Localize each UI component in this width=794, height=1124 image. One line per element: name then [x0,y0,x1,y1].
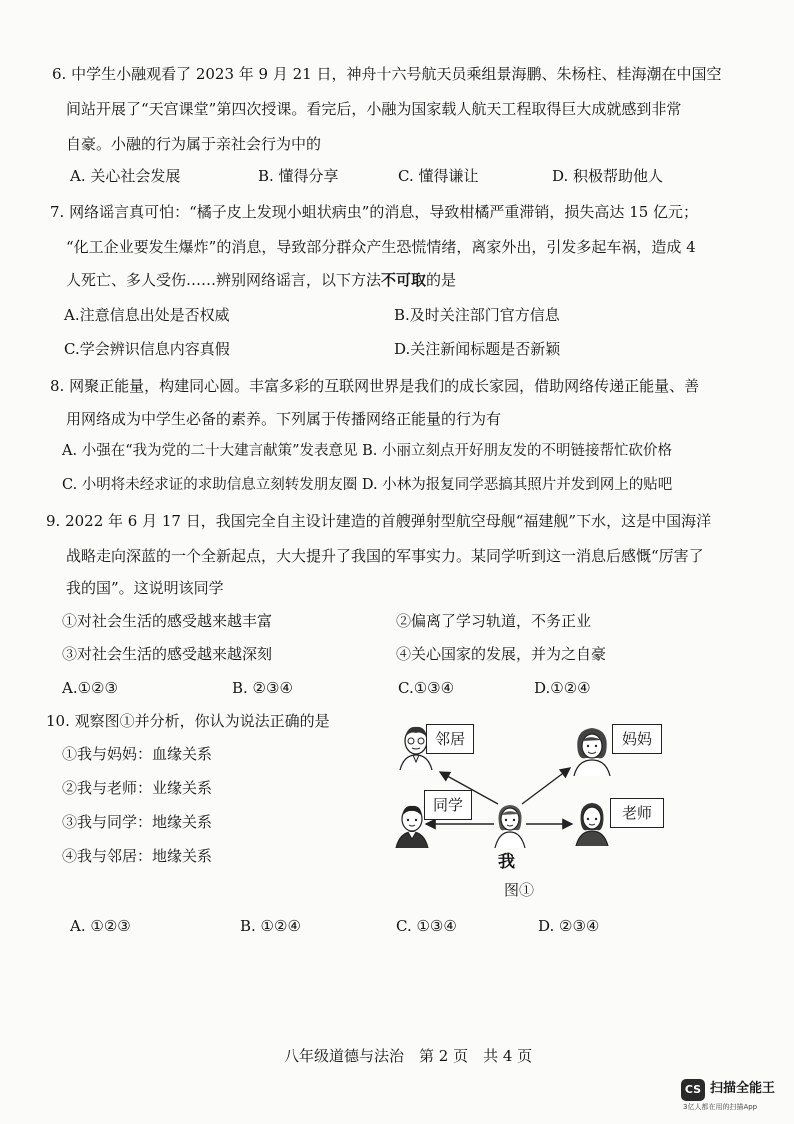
q6-line-3: 自豪。小融的行为属于亲社会行为中的 [66,135,322,153]
q9-option-b: B. ②③④ [232,679,293,697]
scanner-app-name: 扫描全能王 [710,1081,776,1096]
q6-option-b: B. 懂得分享 [258,167,339,185]
q7-option-d: D.关注新闻标题是否新颖 [394,340,561,358]
q7-line-2: “化工企业要发生爆炸”的消息，导致部分群众产生恐慌情绪，离家外出，引发多起车祸，造成 4 [66,238,696,256]
q6-line-2: 间站开展了“天宫课堂”第四次授课。看完后，小融为国家载人航天工程取得巨大成就感到非常 [66,100,682,118]
figure-caption: 图① [504,881,535,899]
mom-label: 妈妈 [612,724,662,754]
teacher-label: 老师 [610,798,664,828]
q8-line-2: 用网络成为中学生必备的素养。下列属于传播网络正能量的行为有 [66,410,502,428]
q9-statement-4: ④关心国家的发展，并为之自豪 [396,645,607,663]
q9-statement-1: ①对社会生活的感受越来越丰富 [62,612,273,630]
arrow-to-mom [522,768,570,804]
scanner-tagline: 3亿人都在用的扫描App [683,1103,758,1111]
q10-option-b: B. ①②④ [240,917,301,935]
q9-statement-3: ③对社会生活的感受越来越深刻 [62,645,273,663]
q7-option-a: A.注意信息出处是否权威 [64,306,230,324]
relationship-figure [390,712,686,906]
q10-stem: 10. 观察图①并分析，你认为说法正确的是 [46,712,330,730]
classmate-label: 同学 [424,790,472,820]
q7-line-1: 7. 网络谣言真可怕：“橘子皮上发现小蛆状病虫”的消息，导致柑橘严重滞销，损失高达 15 亿元； [50,203,699,221]
q9-option-d: D.①②④ [534,679,591,697]
q8-line-1: 8. 网聚正能量，构建同心圆。丰富多彩的互联网世界是我们的成长家园，借助网络传递正能量、善 [50,377,700,395]
teacher-person-icon [574,800,610,846]
mom-person-icon [568,724,616,776]
q10-option-d: D. ②③④ [538,917,600,935]
q10-statement-2: ②我与老师：业缘关系 [62,779,213,797]
q7-emphasis: 不可取 [381,271,427,289]
q8-options-ab: A. 小强在“我为党的二十大建言献策”发表意见 B. 小丽立刻点开好朋友发的不明链接帮忙砍价格 [62,443,672,459]
q9-line-1: 9. 2022 年 6 月 17 日，我国完全自主设计建造的首艘弹射型航空母舰“福建舰”下水，这是中国海洋 [46,512,712,530]
q7-option-c: C.学会辨识信息内容真假 [64,340,230,358]
q7-option-b: B.及时关注部门官方信息 [394,306,560,324]
neighbor-label: 邻居 [426,724,474,754]
q9-option-a: A.①②③ [62,679,118,697]
q7-line-3-text: 人死亡、多人受伤……辨别网络谣言，以下方法 [66,271,382,289]
q10-statement-4: ④我与邻居：地缘关系 [62,847,213,865]
q10-statement-1: ①我与妈妈：血缘关系 [62,745,213,763]
q7-line-3 [66,270,456,290]
q9-line-3: 我的国”。这说明该同学 [66,579,224,597]
me-person-icon [491,802,529,848]
scanner-logo-icon: CS [681,1079,705,1101]
q6-option-a: A. 关心社会发展 [70,167,181,185]
q9-statement-2: ②偏离了学习轨道，不务正业 [396,612,592,630]
q10-option-c: C. ①③④ [396,917,457,935]
q6-option-c: C. 懂得谦让 [398,167,479,185]
q7-line-3-tail: 的是 [426,271,457,289]
q10-option-a: A. ①②③ [70,917,131,935]
q9-line-2: 战略走向深蓝的一个全新起点，大大提升了我国的军事实力。某同学听到这一消息后感慨“厉害了 [66,547,704,565]
page-footer: 八年级道德与法治 第 2 页 共 4 页 [284,1047,533,1065]
q6-option-d: D. 积极帮助他人 [552,167,664,185]
q6-line-1: 6. 中学生小融观看了 2023 年 9 月 21 日，神舟十六号航天员乘组景海鹏、朱杨柱、桂海潮在中国空 [52,65,722,83]
me-label: 我 [498,852,515,872]
q8-options-cd: C. 小明将未经求证的求助信息立刻转发朋友圈 D. 小林为报复同学恶搞其照片并发到网上的贴吧 [62,477,673,493]
q10-statement-3: ③我与同学：地缘关系 [62,813,213,831]
q9-option-c: C.①③④ [398,679,455,697]
